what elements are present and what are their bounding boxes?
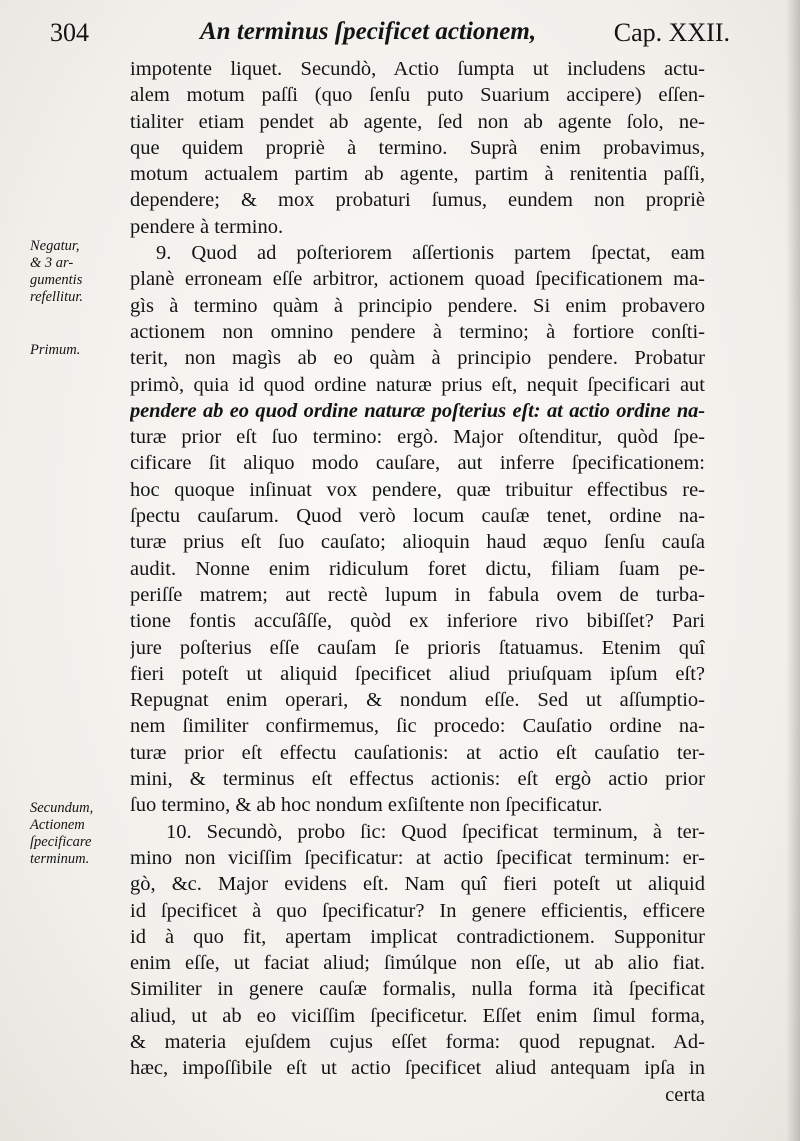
page-edge-shadow (786, 0, 800, 1141)
text-line: mini, & terminus eſt effectus actionis: eſt ergò actio prior (130, 768, 705, 791)
text-line: hæc, impoſſibile eſt ut actio ſpecificet aliud antequam ipſa in (130, 1057, 705, 1080)
paragraph-10-start: 10. Secundò, probo ſic: Quod ſpecificat terminum, à ter- (166, 820, 705, 843)
text-line: dependere; & mox probaturi ſumus, eundem non propriè (130, 189, 705, 212)
margin-note-line: Negatur, (30, 238, 80, 254)
page-number: 304 (50, 18, 89, 47)
margin-note-negatur (30, 238, 130, 306)
body-text (130, 56, 705, 1108)
text-line: motum actualem partim ab agente, partim à renitentia paſſi, (130, 163, 705, 186)
text-line: tialiter etiam pendet ab agente, ſed non ab agente ſolo, ne- (130, 110, 705, 133)
text-line: terit, non magìs ab eo quàm à principio pendere. Probatur (130, 347, 705, 370)
text-line: turæ prior eſt effectu cauſationis: at actio eſt cauſatio ter- (130, 741, 705, 764)
text-line: fieri poteſt ut aliquid ſpecificet aliud priuſquam ipſum eſt? (130, 662, 705, 685)
margin-note-line: gumentis (30, 272, 83, 288)
text-line: hoc quoque inſinuat vox pendere, quæ tribuitur effectibus re- (130, 478, 705, 501)
paragraph-9-start: 9. Quod ad poſteriorem aſſertionis partem ſpectat, eam (156, 242, 705, 265)
text-line: enim eſſe, ut faciat aliud; ſimúlque non eſſe, ut ab alio fiat. (130, 952, 705, 975)
text-line: pendere ab eo quod ordine naturæ poſterius eſt: at actio ordine na- (130, 399, 705, 422)
margin-note-line: Secundum, (30, 800, 94, 816)
margin-note-primum (30, 342, 130, 359)
text-line: planè erroneam eſſe arbitror, actionem quoad ſpecificationem ma- (130, 268, 705, 291)
text-line: ſpectu cauſarum. Quod verò locum cauſæ tenet, ordine na- (130, 505, 705, 528)
margin-note-line: refellitur. (30, 289, 84, 305)
text-line: que quidem propriè à termino. Suprà enim probavimus, (130, 136, 705, 159)
margin-note-secundum (30, 800, 130, 868)
text-line: periſſe matrem; aut rectè lupum in fabula ovem de turba- (130, 583, 705, 606)
text-line: Repugnat enim operari, & nondum eſſe. Sed ut aſſumptio- (130, 689, 705, 712)
text-line: audit. Nonne enim ridiculum foret dictu, filiam ſuam pe- (130, 557, 705, 580)
chapter-label: Cap. XXII. (613, 18, 730, 47)
text-line: ſuo termino, & ab hoc nondum exſiſtente non ſpecificatur. (130, 794, 603, 817)
margin-note-line: & 3 ar- (30, 255, 74, 271)
text-line: id ſpecificet à quo ſpecificatur? In genere efficientis, efficere (130, 899, 705, 922)
text-line: gìs à termino quàm à principio pendere. Si enim probavero (130, 294, 705, 317)
text-line: actionem non omnino pendere à termino; à fortiore conſti- (130, 320, 705, 343)
text-line: gò, &c. Major evidens eſt. Nam quî fieri poteſt ut aliquid (130, 873, 705, 896)
text-line: primò, quia id quod ordine naturæ prius eſt, nequit ſpecificari aut (130, 373, 705, 396)
text-line: aliud, ut ab eo viciſſim ſpecificetur. Eſſet enim ſimul forma, (130, 1004, 705, 1027)
text-line: & materia ejuſdem cujus eſſet forma: quod repugnat. Ad- (130, 1030, 705, 1053)
margin-note-line: Actionem (30, 817, 85, 833)
margin-note-line: terminum. (30, 851, 90, 867)
text-line: turæ prior eſt ſuo termino: ergò. Major oſtenditur, quòd ſpe- (130, 426, 705, 449)
running-title: An terminus ſpecificet actionem, (200, 18, 537, 45)
catchword: certa (665, 1083, 705, 1106)
text-line: impotente liquet. Secundò, Actio ſumpta ut includens actu- (130, 58, 705, 80)
text-line: mino non viciſſim ſpecificatur: at actio ſpecificat terminum: er- (130, 846, 705, 869)
text-line: cificare ſit aliquo modo cauſare, aut inferre ſpecificationem: (130, 452, 705, 475)
text-line: pendere à termino. (130, 215, 284, 238)
text-line: turæ prius eſt ſuo cauſato; alioquin haud æquo ſenſu cauſa (130, 531, 705, 554)
text-line: alem motum paſſi (quo ſenſu puto Suarium accipere) eſſen- (130, 84, 705, 107)
margin-note-line: Primum. (30, 342, 81, 358)
page-header (50, 14, 730, 50)
text-line: nem ſimiliter confirmemus, ſic procedo: Cauſatio ordine na- (130, 715, 705, 738)
text-line: jure poſterius eſſe cauſam ſe prioris ſtatuamus. Etenim quî (130, 636, 705, 659)
text-line: Similiter in genere cauſæ formalis, nulla forma ità ſpecificat (130, 978, 705, 1001)
text-line: id à quo fit, apertam implicat contradictionem. Supponitur (130, 925, 705, 948)
margin-note-line: ſpecificare (30, 834, 92, 850)
text-line: tione fontis accuſâſſe, quòd ex inferiore rivo bibiſſet? Pari (130, 610, 705, 633)
